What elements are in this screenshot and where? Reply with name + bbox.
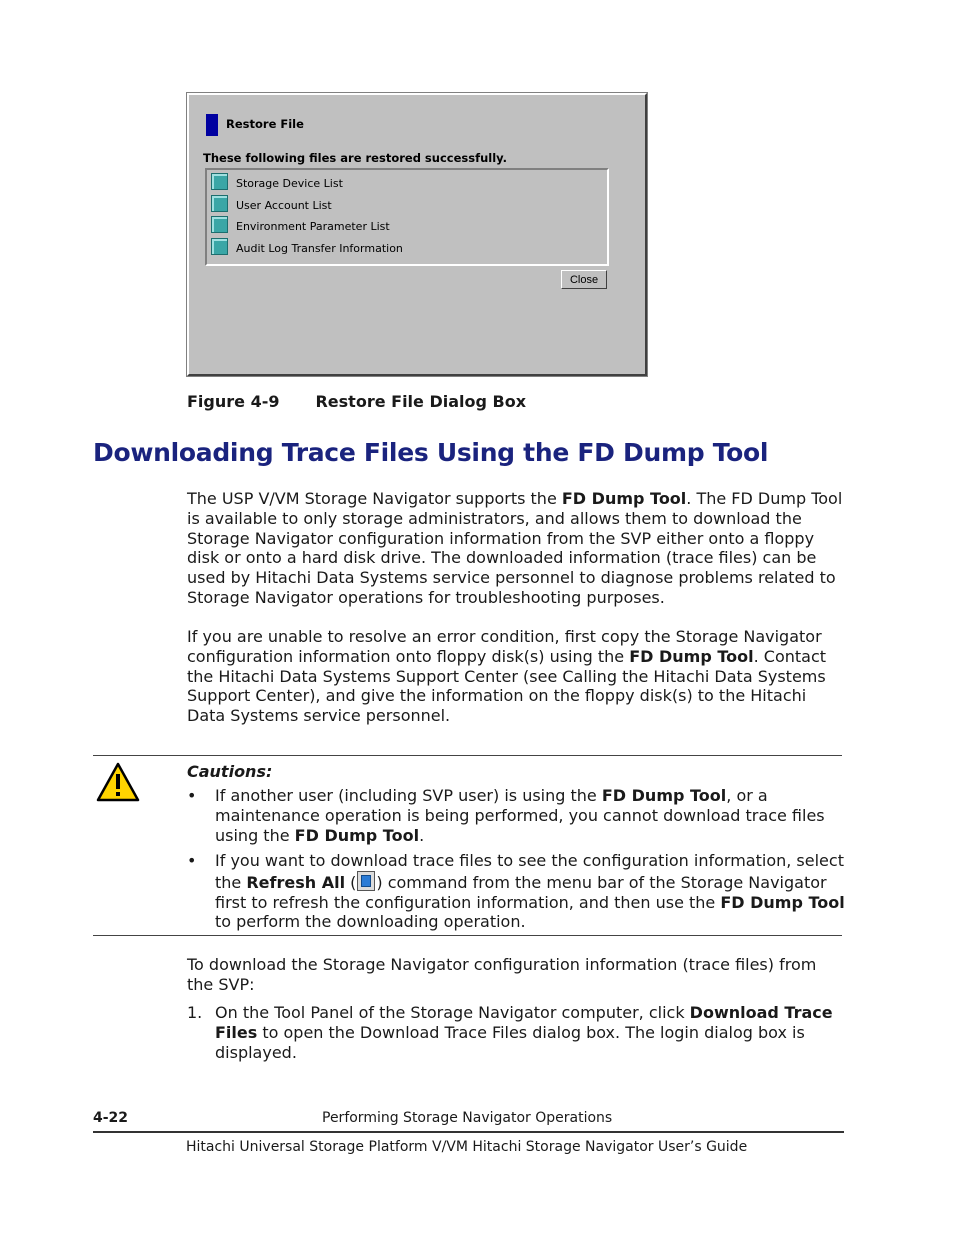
text-run: If another user (including SVP user) is using the <box>215 786 602 805</box>
text-run: to open the Download Trace Files dialog box. The login dialog box is displayed. <box>215 1022 805 1062</box>
bullet-marker: • <box>187 851 197 870</box>
dialog-title-marker <box>206 114 218 136</box>
step-text <box>215 1003 845 1062</box>
text-run: , or a maintenance operation is being performed, you cannot download trace files using the <box>215 786 825 845</box>
restored-files-list <box>205 168 609 266</box>
text-run: If you want to download trace files to see the configuration information, select the <box>215 851 844 892</box>
text-run: . The FD Dump Tool is available to only storage administrators, and allows them to download the Storage Navigator configuration information from the SVP either onto a floppy disk or onto a hard disk drive. The downloaded information (trace files) can be used by Hitachi Data Systems service personnel to diagnose problems related to Storage Navigator operations for troubleshooting purposes. <box>187 489 843 607</box>
procedure-intro: To download the Storage Navigator configuration information (trace files) from the SVP: <box>187 955 817 994</box>
bold-term: FD Dump Tool <box>561 489 687 508</box>
page-number: 4-22 <box>93 1110 129 1126</box>
list-item-label: Storage Device List <box>236 177 343 190</box>
warning-icon <box>96 762 140 802</box>
text-run: On the Tool Panel of the Storage Navigator computer, click <box>215 1003 690 1022</box>
text-run: If you are unable to resolve an error condition, first copy the Storage Navigator configuration information onto floppy disk(s) using the <box>187 627 822 666</box>
restore-file-dialog <box>187 93 647 376</box>
refresh-all-icon <box>357 871 375 891</box>
step-number: 1. <box>187 1003 203 1022</box>
bold-term: FD Dump Tool <box>629 646 754 666</box>
chapter-title: Performing Storage Navigator Operations <box>322 1110 613 1126</box>
text-run: . Contact the Hitachi Data Systems Support Center (see Calling the Hitachi Data Systems Support Center), and give the information on the floppy disk(s) to the Hitachi Data Systems service personnel. <box>187 646 827 726</box>
bold-term: FD Dump Tool <box>294 825 420 845</box>
error-paragraph <box>187 627 847 726</box>
intro-paragraph <box>187 489 847 608</box>
text-run: ( <box>345 872 357 892</box>
bold-term: FD Dump Tool <box>720 892 845 912</box>
file-icon <box>211 238 228 255</box>
close-button[interactable]: Close <box>561 270 607 289</box>
text-run: . <box>419 825 425 845</box>
file-icon <box>211 173 228 190</box>
bold-term: FD Dump Tool <box>601 786 727 805</box>
bullet-text <box>215 786 845 845</box>
bullet-text <box>215 851 845 932</box>
figure-title: Restore File Dialog Box <box>315 392 527 411</box>
list-item-label: User Account List <box>236 199 332 212</box>
bold-term: Download Trace Files <box>215 1003 833 1042</box>
file-icon <box>211 216 228 233</box>
section-heading: Downloading Trace Files Using the FD Dump Tool <box>93 438 769 467</box>
figure-number: Figure 4-9 <box>187 392 280 411</box>
dialog-title: Restore File <box>226 117 304 131</box>
text-run: to perform the downloading operation. <box>215 912 526 932</box>
guide-title: Hitachi Universal Storage Platform V/VM Hitachi Storage Navigator User’s Guide <box>186 1139 748 1155</box>
bold-term: Refresh All <box>246 872 346 892</box>
text-run: The USP V/VM Storage Navigator supports the <box>187 489 562 508</box>
bullet-marker: • <box>187 786 197 805</box>
caution-bottom-rule <box>93 935 842 936</box>
footer-rule <box>93 1131 844 1133</box>
file-icon <box>211 195 228 212</box>
cautions-label: Cautions: <box>187 762 273 781</box>
caution-top-rule <box>93 755 842 756</box>
text-run: ) command from the menu bar of the Storage Navigator first to refresh the configuration information, and then use the <box>215 872 827 912</box>
figure-caption <box>187 392 526 411</box>
list-item-label: Environment Parameter List <box>236 220 390 233</box>
list-item-label: Audit Log Transfer Information <box>236 242 403 255</box>
dialog-message: These following files are restored successfully. <box>203 151 507 165</box>
